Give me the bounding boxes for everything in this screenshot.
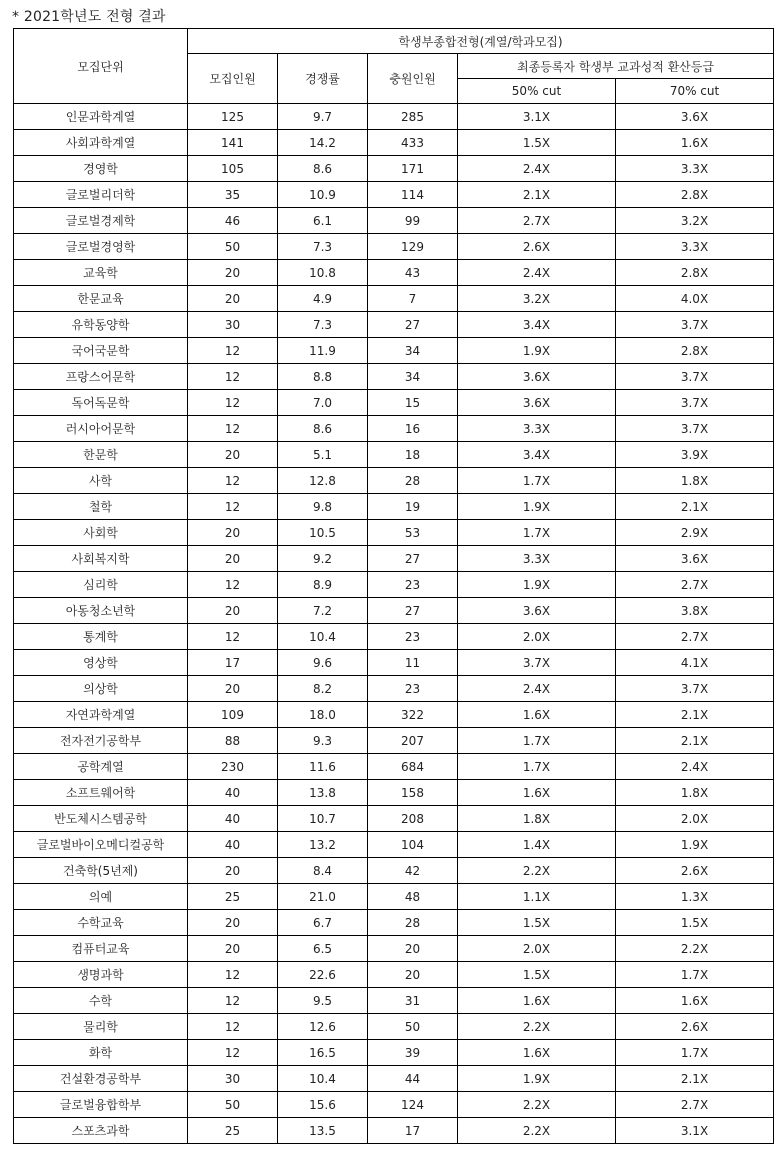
competition-cell: 7.2: [278, 598, 368, 624]
unit-cell: 한문교육: [14, 286, 188, 312]
table-row: [14, 650, 774, 676]
fill-cell: 43: [368, 260, 458, 286]
cut70-cell: 3.3X: [616, 234, 774, 260]
quota-cell: 20: [188, 546, 278, 572]
unit-cell: 컴퓨터교육: [14, 936, 188, 962]
fill-cell: 207: [368, 728, 458, 754]
cut50-cell: 1.9X: [458, 1066, 616, 1092]
fill-cell: 208: [368, 806, 458, 832]
fill-cell: 28: [368, 910, 458, 936]
competition-cell: 7.0: [278, 390, 368, 416]
quota-cell: 12: [188, 494, 278, 520]
cut50-cell: 1.6X: [458, 988, 616, 1014]
fill-cell: 684: [368, 754, 458, 780]
unit-cell: 반도체시스템공학: [14, 806, 188, 832]
cut70-cell: 3.6X: [616, 104, 774, 130]
competition-cell: 9.2: [278, 546, 368, 572]
competition-cell: 8.8: [278, 364, 368, 390]
unit-cell: 글로벌바이오메디컬공학: [14, 832, 188, 858]
cut70-cell: 2.6X: [616, 858, 774, 884]
table-row: [14, 312, 774, 338]
competition-cell: 9.7: [278, 104, 368, 130]
competition-cell: 12.8: [278, 468, 368, 494]
cut70-cell: 1.6X: [616, 130, 774, 156]
quota-cell: 12: [188, 338, 278, 364]
competition-cell: 8.4: [278, 858, 368, 884]
table-row: [14, 910, 774, 936]
cut50-cell: 1.6X: [458, 702, 616, 728]
quota-cell: 12: [188, 988, 278, 1014]
fill-cell: 34: [368, 364, 458, 390]
header-group: 학생부종합전형(계열/학과모집): [188, 29, 774, 54]
quota-cell: 17: [188, 650, 278, 676]
quota-cell: 12: [188, 416, 278, 442]
header-cut70: 70% cut: [616, 79, 774, 104]
cut50-cell: 2.2X: [458, 1092, 616, 1118]
quota-cell: 141: [188, 130, 278, 156]
cut70-cell: 3.2X: [616, 208, 774, 234]
cut70-cell: 2.8X: [616, 260, 774, 286]
cut70-cell: 4.0X: [616, 286, 774, 312]
table-row: [14, 208, 774, 234]
fill-cell: 23: [368, 624, 458, 650]
cut70-cell: 3.7X: [616, 390, 774, 416]
fill-cell: 27: [368, 312, 458, 338]
cut70-cell: 2.7X: [616, 624, 774, 650]
table-row: [14, 624, 774, 650]
quota-cell: 230: [188, 754, 278, 780]
cut70-cell: 4.1X: [616, 650, 774, 676]
cut50-cell: 1.9X: [458, 494, 616, 520]
table-row: [14, 182, 774, 208]
fill-cell: 99: [368, 208, 458, 234]
unit-cell: 경영학: [14, 156, 188, 182]
unit-cell: 스포츠과학: [14, 1118, 188, 1144]
competition-cell: 9.3: [278, 728, 368, 754]
cut50-cell: 1.9X: [458, 572, 616, 598]
cut70-cell: 2.4X: [616, 754, 774, 780]
fill-cell: 39: [368, 1040, 458, 1066]
table-row: [14, 494, 774, 520]
competition-cell: 8.9: [278, 572, 368, 598]
quota-cell: 12: [188, 468, 278, 494]
table-row: [14, 754, 774, 780]
fill-cell: 322: [368, 702, 458, 728]
cut50-cell: 1.9X: [458, 338, 616, 364]
competition-cell: 12.6: [278, 1014, 368, 1040]
unit-cell: 통계학: [14, 624, 188, 650]
cut70-cell: 3.1X: [616, 1118, 774, 1144]
quota-cell: 30: [188, 312, 278, 338]
unit-cell: 물리학: [14, 1014, 188, 1040]
cut50-cell: 1.7X: [458, 468, 616, 494]
header-grade-group: 최종등록자 학생부 교과성적 환산등급: [458, 54, 774, 79]
competition-cell: 7.3: [278, 312, 368, 338]
competition-cell: 13.8: [278, 780, 368, 806]
table-row: [14, 286, 774, 312]
quota-cell: 30: [188, 1066, 278, 1092]
unit-cell: 러시아어문학: [14, 416, 188, 442]
fill-cell: 53: [368, 520, 458, 546]
competition-cell: 22.6: [278, 962, 368, 988]
competition-cell: 6.1: [278, 208, 368, 234]
unit-cell: 수학교육: [14, 910, 188, 936]
competition-cell: 8.2: [278, 676, 368, 702]
unit-cell: 교육학: [14, 260, 188, 286]
unit-cell: 화학: [14, 1040, 188, 1066]
unit-cell: 자연과학계열: [14, 702, 188, 728]
fill-cell: 27: [368, 598, 458, 624]
cut70-cell: 2.7X: [616, 572, 774, 598]
unit-cell: 건설환경공학부: [14, 1066, 188, 1092]
quota-cell: 125: [188, 104, 278, 130]
table-row: [14, 1066, 774, 1092]
cut70-cell: 2.8X: [616, 182, 774, 208]
cut50-cell: 1.5X: [458, 962, 616, 988]
unit-cell: 인문과학계열: [14, 104, 188, 130]
cut50-cell: 1.7X: [458, 754, 616, 780]
cut50-cell: 2.2X: [458, 1118, 616, 1144]
competition-cell: 13.5: [278, 1118, 368, 1144]
cut50-cell: 1.1X: [458, 884, 616, 910]
quota-cell: 20: [188, 520, 278, 546]
unit-cell: 영상학: [14, 650, 188, 676]
unit-cell: 수학: [14, 988, 188, 1014]
table-body: [14, 104, 774, 1144]
competition-cell: 10.7: [278, 806, 368, 832]
table-row: [14, 988, 774, 1014]
quota-cell: 12: [188, 624, 278, 650]
cut70-cell: 3.7X: [616, 312, 774, 338]
quota-cell: 109: [188, 702, 278, 728]
cut50-cell: 2.0X: [458, 936, 616, 962]
cut70-cell: 2.9X: [616, 520, 774, 546]
table-row: [14, 806, 774, 832]
cut70-cell: 1.7X: [616, 1040, 774, 1066]
competition-cell: 16.5: [278, 1040, 368, 1066]
cut70-cell: 2.8X: [616, 338, 774, 364]
competition-cell: 11.9: [278, 338, 368, 364]
competition-cell: 10.9: [278, 182, 368, 208]
cut50-cell: 3.4X: [458, 312, 616, 338]
fill-cell: 114: [368, 182, 458, 208]
header-quota: 모집인원: [188, 54, 278, 104]
cut50-cell: 1.8X: [458, 806, 616, 832]
table-row: [14, 832, 774, 858]
cut50-cell: 3.3X: [458, 546, 616, 572]
cut50-cell: 1.6X: [458, 780, 616, 806]
unit-cell: 사학: [14, 468, 188, 494]
cut70-cell: 1.3X: [616, 884, 774, 910]
quota-cell: 20: [188, 936, 278, 962]
cut70-cell: 2.1X: [616, 494, 774, 520]
cut50-cell: 3.4X: [458, 442, 616, 468]
unit-cell: 의예: [14, 884, 188, 910]
quota-cell: 12: [188, 390, 278, 416]
unit-cell: 사회과학계열: [14, 130, 188, 156]
quota-cell: 20: [188, 858, 278, 884]
cut70-cell: 2.0X: [616, 806, 774, 832]
cut70-cell: 1.6X: [616, 988, 774, 1014]
unit-cell: 공학계열: [14, 754, 188, 780]
table-row: [14, 1092, 774, 1118]
table-row: [14, 390, 774, 416]
cut50-cell: 1.5X: [458, 130, 616, 156]
cut70-cell: 1.5X: [616, 910, 774, 936]
unit-cell: 사회복지학: [14, 546, 188, 572]
cut50-cell: 1.7X: [458, 728, 616, 754]
unit-cell: 프랑스어문학: [14, 364, 188, 390]
fill-cell: 42: [368, 858, 458, 884]
cut70-cell: 3.6X: [616, 546, 774, 572]
quota-cell: 12: [188, 364, 278, 390]
competition-cell: 7.3: [278, 234, 368, 260]
competition-cell: 6.5: [278, 936, 368, 962]
quota-cell: 20: [188, 598, 278, 624]
fill-cell: 104: [368, 832, 458, 858]
cut70-cell: 2.1X: [616, 702, 774, 728]
unit-cell: 아동청소년학: [14, 598, 188, 624]
cut70-cell: 1.9X: [616, 832, 774, 858]
fill-cell: 285: [368, 104, 458, 130]
cut50-cell: 1.7X: [458, 520, 616, 546]
table-row: [14, 364, 774, 390]
cut50-cell: 1.4X: [458, 832, 616, 858]
admission-results-table: [13, 28, 774, 1144]
quota-cell: 20: [188, 286, 278, 312]
competition-cell: 10.4: [278, 1066, 368, 1092]
competition-cell: 13.2: [278, 832, 368, 858]
competition-cell: 5.1: [278, 442, 368, 468]
table-row: [14, 1118, 774, 1144]
competition-cell: 21.0: [278, 884, 368, 910]
competition-cell: 6.7: [278, 910, 368, 936]
table-row: [14, 1040, 774, 1066]
quota-cell: 105: [188, 156, 278, 182]
cut50-cell: 3.1X: [458, 104, 616, 130]
table-row: [14, 442, 774, 468]
fill-cell: 15: [368, 390, 458, 416]
cut70-cell: 3.9X: [616, 442, 774, 468]
table-row: [14, 104, 774, 130]
quota-cell: 40: [188, 806, 278, 832]
competition-cell: 15.6: [278, 1092, 368, 1118]
quota-cell: 20: [188, 260, 278, 286]
quota-cell: 20: [188, 442, 278, 468]
quota-cell: 20: [188, 676, 278, 702]
cut50-cell: 2.0X: [458, 624, 616, 650]
competition-cell: 8.6: [278, 156, 368, 182]
quota-cell: 12: [188, 962, 278, 988]
table-row: [14, 338, 774, 364]
fill-cell: 433: [368, 130, 458, 156]
unit-cell: 한문학: [14, 442, 188, 468]
competition-cell: 9.5: [278, 988, 368, 1014]
quota-cell: 12: [188, 1040, 278, 1066]
cut50-cell: 2.6X: [458, 234, 616, 260]
table-row: [14, 936, 774, 962]
table-row: [14, 572, 774, 598]
cut70-cell: 3.8X: [616, 598, 774, 624]
fill-cell: 23: [368, 572, 458, 598]
cut70-cell: 1.8X: [616, 468, 774, 494]
table-row: [14, 780, 774, 806]
competition-cell: 8.6: [278, 416, 368, 442]
fill-cell: 7: [368, 286, 458, 312]
cut50-cell: 2.1X: [458, 182, 616, 208]
table-row: [14, 234, 774, 260]
quota-cell: 35: [188, 182, 278, 208]
fill-cell: 23: [368, 676, 458, 702]
cut70-cell: 1.8X: [616, 780, 774, 806]
fill-cell: 158: [368, 780, 458, 806]
unit-cell: 글로벌융합학부: [14, 1092, 188, 1118]
unit-cell: 의상학: [14, 676, 188, 702]
unit-cell: 철학: [14, 494, 188, 520]
cut70-cell: 2.2X: [616, 936, 774, 962]
quota-cell: 40: [188, 780, 278, 806]
table-row: [14, 156, 774, 182]
fill-cell: 20: [368, 936, 458, 962]
competition-cell: 4.9: [278, 286, 368, 312]
quota-cell: 50: [188, 1092, 278, 1118]
cut50-cell: 1.5X: [458, 910, 616, 936]
unit-cell: 사회학: [14, 520, 188, 546]
fill-cell: 18: [368, 442, 458, 468]
table-row: [14, 260, 774, 286]
table-row: [14, 702, 774, 728]
quota-cell: 46: [188, 208, 278, 234]
header-unit: 모집단위: [14, 29, 188, 104]
fill-cell: 124: [368, 1092, 458, 1118]
quota-cell: 50: [188, 234, 278, 260]
table-row: [14, 598, 774, 624]
table-row: [14, 1014, 774, 1040]
competition-cell: 11.6: [278, 754, 368, 780]
quota-cell: 12: [188, 1014, 278, 1040]
fill-cell: 48: [368, 884, 458, 910]
quota-cell: 25: [188, 1118, 278, 1144]
table-row: [14, 676, 774, 702]
table-row: [14, 130, 774, 156]
table-row: [14, 858, 774, 884]
fill-cell: 16: [368, 416, 458, 442]
cut50-cell: 2.2X: [458, 858, 616, 884]
competition-cell: 9.8: [278, 494, 368, 520]
cut50-cell: 2.7X: [458, 208, 616, 234]
table-row: [14, 728, 774, 754]
cut50-cell: 2.4X: [458, 156, 616, 182]
cut50-cell: 3.7X: [458, 650, 616, 676]
cut50-cell: 1.6X: [458, 1040, 616, 1066]
cut50-cell: 2.4X: [458, 260, 616, 286]
competition-cell: 9.6: [278, 650, 368, 676]
table-row: [14, 962, 774, 988]
quota-cell: 88: [188, 728, 278, 754]
header-fill: 충원인원: [368, 54, 458, 104]
cut70-cell: 2.1X: [616, 728, 774, 754]
header-competition: 경쟁률: [278, 54, 368, 104]
fill-cell: 11: [368, 650, 458, 676]
table-row: [14, 884, 774, 910]
fill-cell: 20: [368, 962, 458, 988]
fill-cell: 171: [368, 156, 458, 182]
cut70-cell: 1.7X: [616, 962, 774, 988]
fill-cell: 19: [368, 494, 458, 520]
unit-cell: 글로벌경제학: [14, 208, 188, 234]
table-row: [14, 546, 774, 572]
cut70-cell: 3.7X: [616, 676, 774, 702]
unit-cell: 건축학(5년제): [14, 858, 188, 884]
competition-cell: 14.2: [278, 130, 368, 156]
cut50-cell: 3.3X: [458, 416, 616, 442]
cut70-cell: 3.7X: [616, 364, 774, 390]
unit-cell: 유학동양학: [14, 312, 188, 338]
quota-cell: 20: [188, 910, 278, 936]
quota-cell: 25: [188, 884, 278, 910]
fill-cell: 44: [368, 1066, 458, 1092]
fill-cell: 28: [368, 468, 458, 494]
unit-cell: 글로벌리더학: [14, 182, 188, 208]
fill-cell: 34: [368, 338, 458, 364]
fill-cell: 129: [368, 234, 458, 260]
unit-cell: 소프트웨어학: [14, 780, 188, 806]
competition-cell: 10.5: [278, 520, 368, 546]
cut50-cell: 2.4X: [458, 676, 616, 702]
cut50-cell: 3.6X: [458, 598, 616, 624]
unit-cell: 생명과학: [14, 962, 188, 988]
cut50-cell: 3.2X: [458, 286, 616, 312]
table-row: [14, 520, 774, 546]
cut50-cell: 2.2X: [458, 1014, 616, 1040]
cut70-cell: 3.3X: [616, 156, 774, 182]
competition-cell: 18.0: [278, 702, 368, 728]
table-row: [14, 416, 774, 442]
quota-cell: 12: [188, 572, 278, 598]
unit-cell: 국어국문학: [14, 338, 188, 364]
unit-cell: 글로벌경영학: [14, 234, 188, 260]
competition-cell: 10.8: [278, 260, 368, 286]
cut50-cell: 3.6X: [458, 364, 616, 390]
fill-cell: 50: [368, 1014, 458, 1040]
fill-cell: 17: [368, 1118, 458, 1144]
table-row: [14, 468, 774, 494]
table-caption: * 2021학년도 전형 결과: [12, 9, 166, 25]
cut70-cell: 2.7X: [616, 1092, 774, 1118]
cut70-cell: 2.6X: [616, 1014, 774, 1040]
cut50-cell: 3.6X: [458, 390, 616, 416]
competition-cell: 10.4: [278, 624, 368, 650]
cut70-cell: 2.1X: [616, 1066, 774, 1092]
header-cut50: 50% cut: [458, 79, 616, 104]
unit-cell: 심리학: [14, 572, 188, 598]
cut70-cell: 3.7X: [616, 416, 774, 442]
unit-cell: 전자전기공학부: [14, 728, 188, 754]
unit-cell: 독어독문학: [14, 390, 188, 416]
fill-cell: 31: [368, 988, 458, 1014]
fill-cell: 27: [368, 546, 458, 572]
quota-cell: 40: [188, 832, 278, 858]
